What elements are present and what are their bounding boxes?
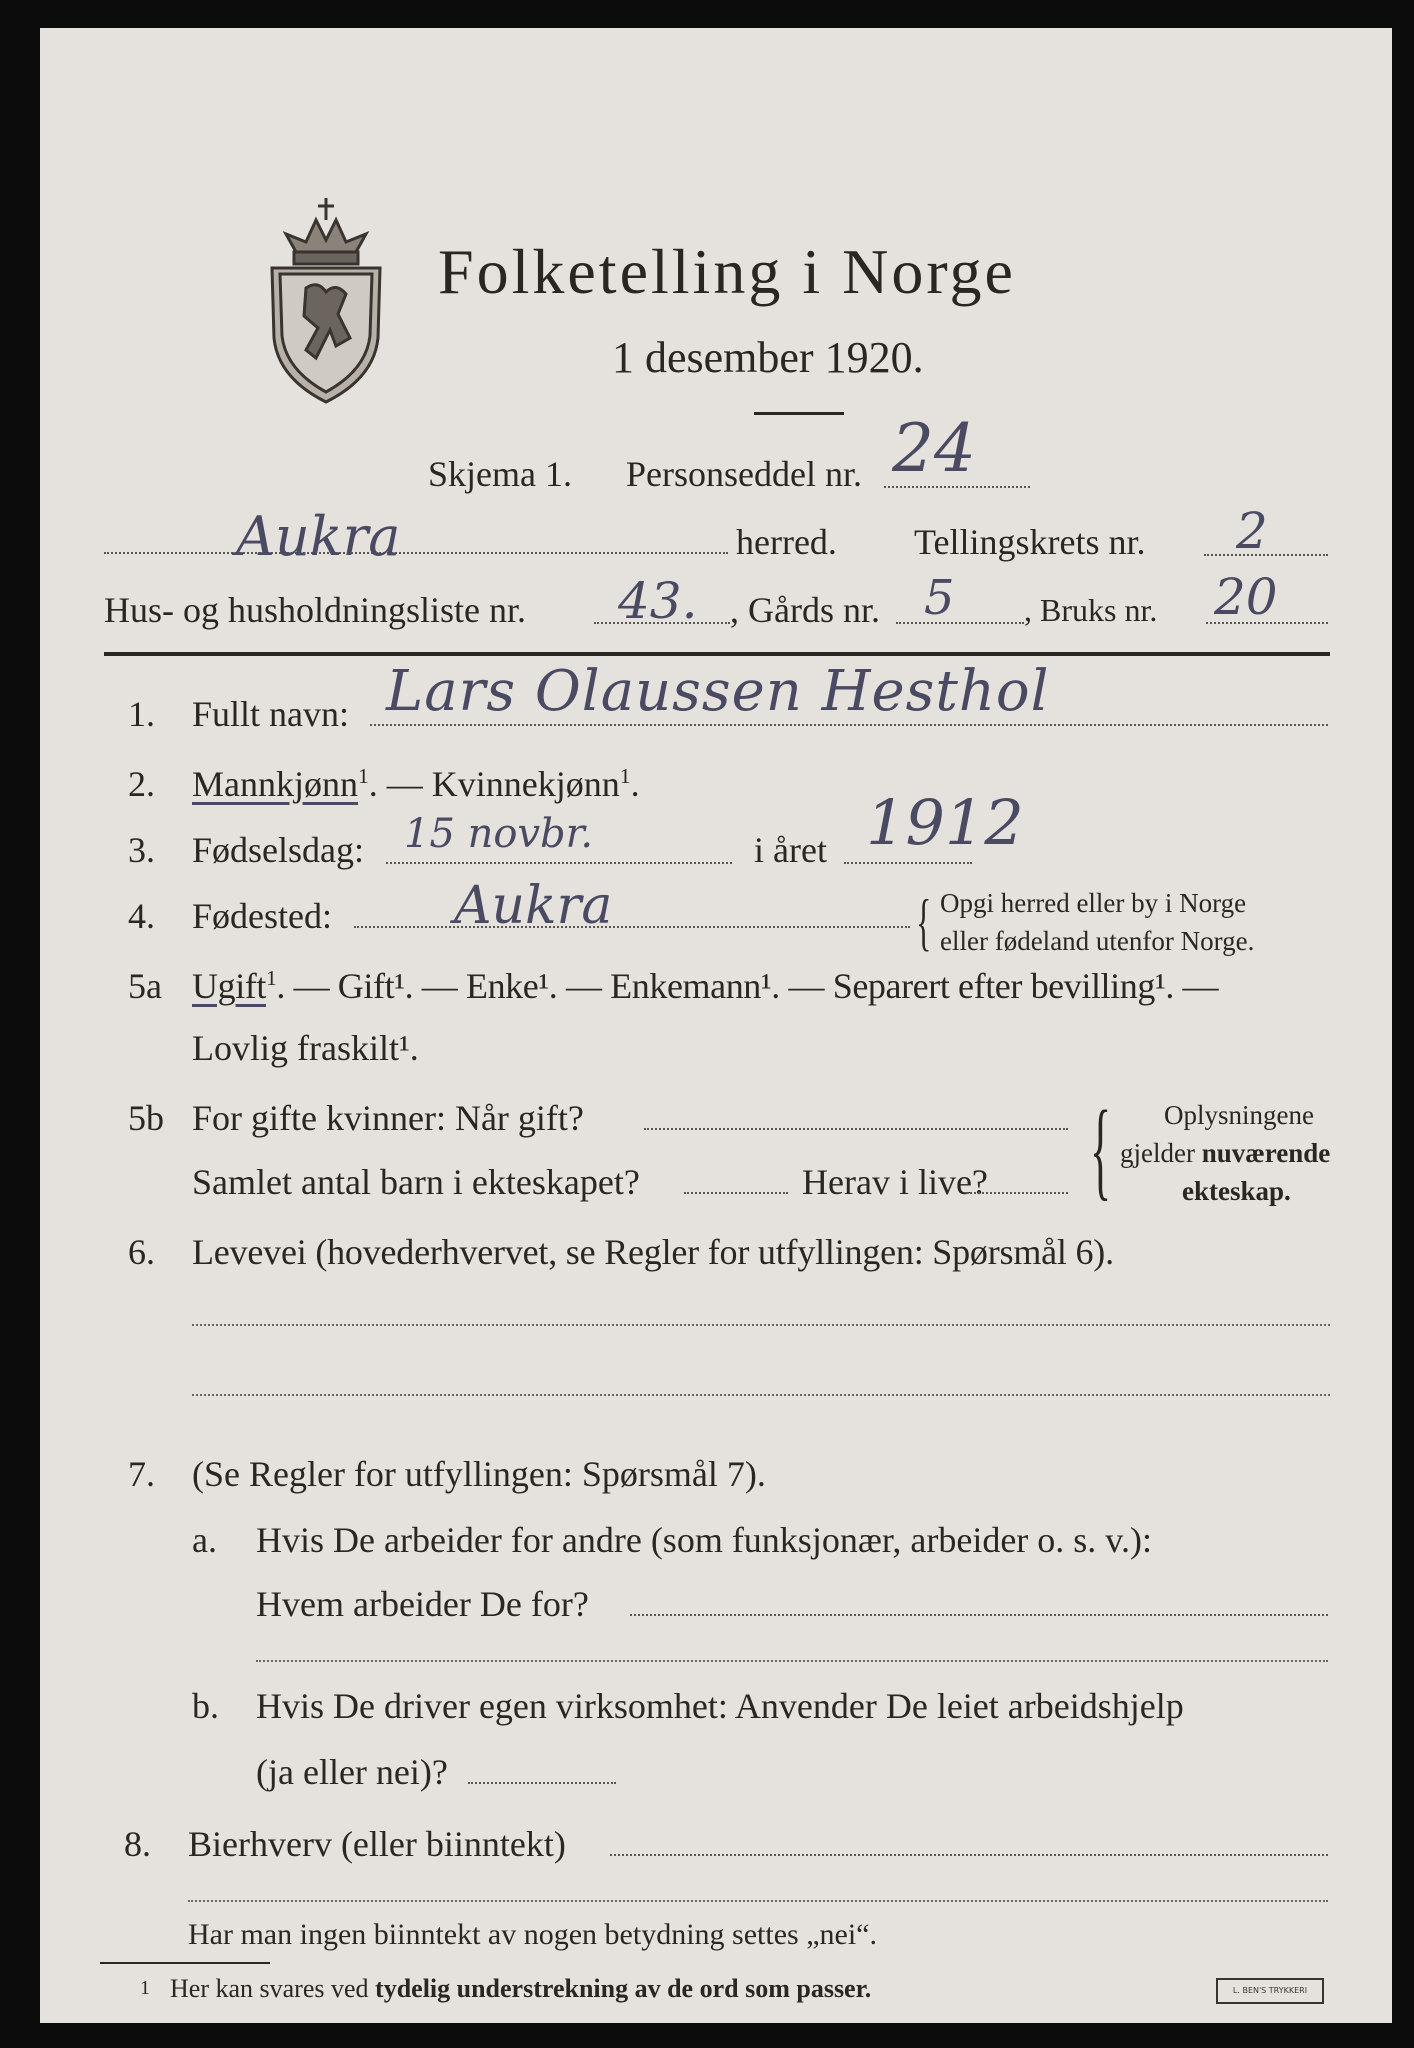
gards-line [896,622,1024,624]
schema-label: Skjema 1. [428,454,572,494]
q7b-letter: b. [192,1686,219,1726]
q3-day-line [386,862,732,864]
q5b-note-line1: Oplysningene [1164,1100,1314,1130]
q2-number: 2. [128,764,155,804]
q8-extra-line[interactable] [188,1900,1328,1902]
personseddel-value[interactable]: 24 [892,410,976,487]
q5b-note-brace: { [1090,1088,1112,1210]
q5b-alive-line [966,1192,1068,1194]
herred-value[interactable]: Aukra [236,505,401,568]
q6-answer-line-2[interactable] [192,1394,1330,1396]
q2-gender: Mannkjønn$^1$. — Kvinnekjønn$^1$. [192,764,640,804]
q5b-note-line2: gjelder nuværende [1120,1138,1331,1168]
q5b-line2a: Samlet antal barn i ekteskapet? [192,1162,640,1202]
census-form [40,28,1392,2023]
footer-note: Har man ingen biinntekt av nogen betydning settes „nei“. [188,1918,877,1951]
herred-label: herred. [736,522,837,562]
q5b-married-line [644,1128,1068,1130]
q4-note-line2: eller fødeland utenfor Norge. [940,926,1255,956]
q3-year-label: i året [754,830,827,870]
q4-birthplace-value[interactable]: Aukra [454,876,613,936]
q5a-options: Ugift$^1$. — Gift¹. — Enke¹. — Enkemann¹. — Separert efter bevilling¹. — [192,966,1219,1006]
q7a-line2: Hvem arbeider De for? [256,1584,589,1624]
hus-label: Hus- og husholdningsliste nr. [104,590,527,630]
footnote: Her kan svares ved tydelig understrekning av de ord som passer. [170,1974,872,2003]
q7a-extra-line[interactable] [256,1660,1328,1662]
tellingskrets-value[interactable]: 2 [1236,502,1268,560]
q1-number: 1. [128,694,155,734]
form-title: Folketelling i Norge [438,236,1016,307]
title-rule [754,412,844,415]
q3-year-value[interactable]: 1912 [866,786,1024,859]
footnote-rule [100,1962,270,1964]
ugift-option[interactable]: Ugift [192,966,266,1006]
gender-male-option[interactable]: Mannkjønn [192,764,358,804]
q1-line [370,724,1328,726]
census-date: 1 desember 1920. [612,333,924,382]
hus-value[interactable]: 43. [618,572,698,630]
q3-label: Fødselsdag: [192,830,365,870]
q7-label: (Se Regler for utfyllingen: Spørsmål 7). [192,1454,766,1494]
q5b-children-line [684,1192,788,1194]
q1-fullname-value[interactable]: Lars Olaussen Hesthol [386,659,1050,724]
q4-note-brace: { [916,886,932,957]
q7a-line1: Hvis De arbeider for andre (som funksjonær, arbeider o. s. v.): [256,1520,1152,1560]
q3-day-value[interactable]: 15 novbr. [404,811,594,857]
q7a-letter: a. [192,1520,217,1560]
q7b-line1: Hvis De driver egen virksomhet: Anvender De leiet arbeidshjelp [256,1686,1184,1726]
footnote-mark: 1 [140,1977,150,1999]
q4-label: Fødested: [192,896,332,936]
q8-label: Bierhverv (eller biinntekt) [188,1824,566,1864]
q5a-line2: Lovlig fraskilt¹. [192,1028,419,1068]
q5b-number: 5b [128,1098,164,1138]
bruks-label: , Bruks nr. [1024,592,1158,628]
q6-number: 6. [128,1232,155,1272]
gender-female-option[interactable]: Kvinnekjønn [431,764,620,804]
q5b-line2b: Herav i live? [802,1162,988,1202]
q5a-number: 5a [128,966,162,1006]
section-divider [104,652,1330,656]
printer-mark: L. BEN'S TRYKKERI [1216,1978,1324,2004]
gards-value[interactable]: 5 [924,570,955,626]
q6-label: Levevei (hovederhvervet, se Regler for utfyllingen: Spørsmål 6). [192,1232,1114,1272]
q3-number: 3. [128,830,155,870]
q8-line[interactable] [610,1854,1328,1856]
herred-line [104,552,728,554]
q4-number: 4. [128,896,155,936]
q1-label: Fullt navn: [192,694,350,734]
gards-label: , Gårds nr. [730,590,880,630]
personseddel-label: Personseddel nr. [626,454,862,494]
coat-of-arms-icon [266,168,386,404]
q5b-note-line3: ekteskap. [1182,1176,1291,1206]
q7a-employer-line[interactable] [630,1614,1328,1616]
q5b-line1: For gifte kvinner: Når gift? [192,1098,584,1138]
q4-note-line1: Opgi herred eller by i Norge [940,888,1247,918]
q3-year-line [844,862,972,864]
q7b-answer-line[interactable] [468,1782,616,1784]
q4-line [354,926,910,928]
q7b-line2: (ja eller nei)? [256,1752,448,1792]
tellingskrets-label: Tellingskrets nr. [914,522,1146,562]
bruks-value[interactable]: 20 [1214,568,1278,626]
q6-answer-line-1[interactable] [192,1324,1330,1326]
q8-number: 8. [124,1824,151,1864]
q7-number: 7. [128,1454,155,1494]
